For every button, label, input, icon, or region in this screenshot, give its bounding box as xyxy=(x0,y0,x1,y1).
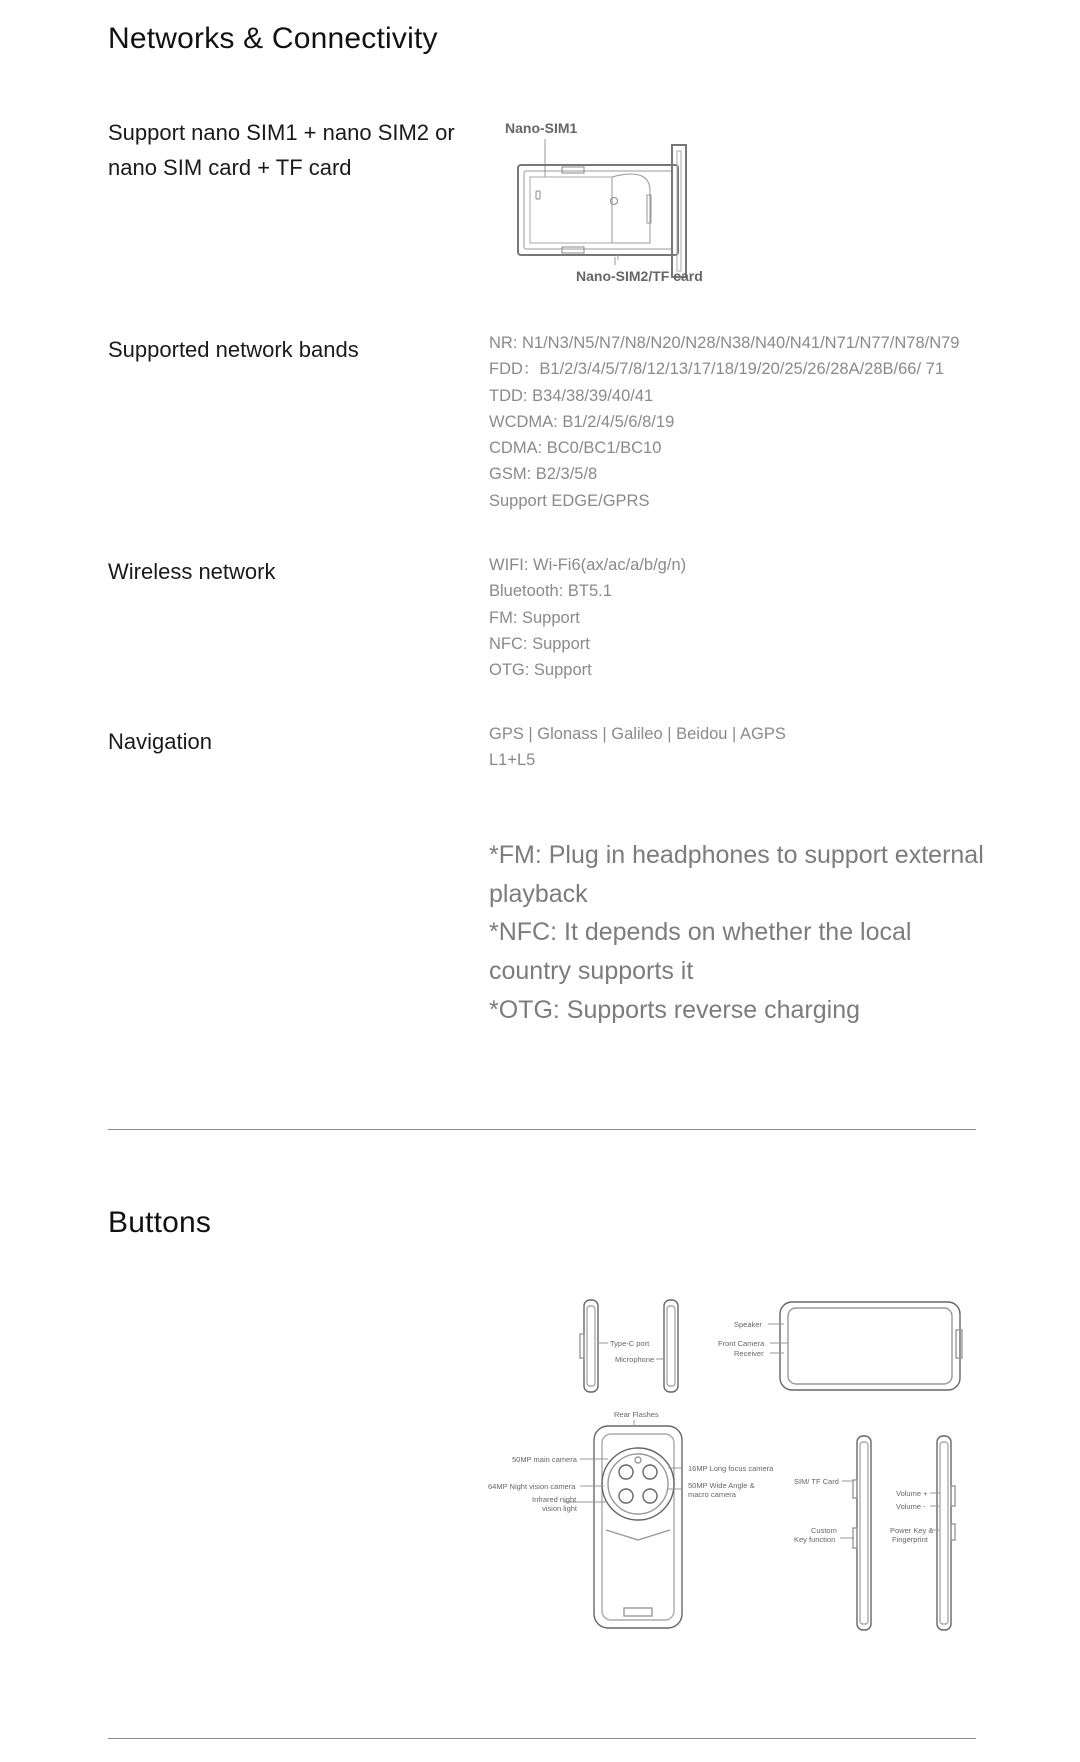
band-line: FDD：B1/2/3/4/5/7/8/12/13/17/18/19/20/25/26/28A/28B/66/ 71 xyxy=(489,360,944,379)
wireless-label: Wireless network xyxy=(108,559,276,584)
section-title-buttons: Buttons xyxy=(108,1206,212,1239)
wireless-line: FM: Support xyxy=(489,608,580,627)
label-power-2: Fingerprint xyxy=(892,1535,928,1544)
band-line: NR: N1/N3/N5/N7/N8/N20/N28/N38/N40/N41/N71/N77/N78/N79 xyxy=(489,334,960,352)
footnote: *NFC: It depends on whether the local country supports it xyxy=(489,918,912,986)
label-wide-2: macro camera xyxy=(688,1490,736,1499)
label-rear-flashes: Rear Flashes xyxy=(614,1410,659,1419)
band-line: CDMA: BC0/BC1/BC10 xyxy=(489,439,662,458)
label-infrared-2: vision light xyxy=(542,1504,578,1513)
footnote: *OTG: Supports reverse charging xyxy=(489,995,860,1024)
section-divider xyxy=(108,1738,976,1739)
label-sim-tf-card: SIM/ TF Card xyxy=(794,1477,839,1486)
footnote: *FM: Plug in headphones to support external playback xyxy=(489,841,984,908)
footnotes xyxy=(489,836,989,1030)
band-line: WCDMA: B1/2/4/5/6/8/19 xyxy=(489,412,675,431)
sim-label-bottom: Nano-SIM2/TF card xyxy=(576,268,703,284)
wireless-line: WIFI: Wi-Fi6(ax/ac/a/b/g/n) xyxy=(489,556,687,574)
label-custom-2: Key function xyxy=(794,1535,836,1544)
label-power-1: Power Key & xyxy=(890,1526,934,1535)
wireless-line: OTG: Support xyxy=(489,661,592,680)
band-line: TDD: B34/38/39/40/41 xyxy=(489,386,654,405)
label-night-vision-camera: 64MP Night vision camera xyxy=(488,1482,576,1491)
label-main-camera: 50MP main camera xyxy=(512,1455,577,1464)
navigation-line: GPS | Glonass | Galileo | Beidou | AGPS xyxy=(489,725,786,743)
label-long-focus: 16MP Long focus camera xyxy=(688,1464,774,1473)
label-type-c-port: Type-C port xyxy=(610,1339,650,1348)
wireless-list xyxy=(489,552,686,683)
section-title-networks: Networks & Connectivity xyxy=(108,22,438,55)
band-line: Support EDGE/GPRS xyxy=(489,491,650,510)
sim-label-top: Nano-SIM1 xyxy=(505,120,578,136)
bands-label: Supported network bands xyxy=(108,337,359,362)
sim-tray-diagram xyxy=(500,115,730,290)
section-divider xyxy=(108,1129,976,1130)
wireless-line: Bluetooth: BT5.1 xyxy=(489,582,612,601)
navigation-label: Navigation xyxy=(108,729,212,754)
bands-list xyxy=(489,330,959,514)
wireless-line: NFC: Support xyxy=(489,634,590,653)
label-microphone: Microphone xyxy=(615,1355,655,1364)
buttons-diagram xyxy=(484,1290,980,1640)
label-speaker: Speaker xyxy=(734,1320,762,1329)
band-line: GSM: B2/3/5/8 xyxy=(489,465,598,484)
sim-support-label: Support nano SIM1 + nano SIM2 or nano SIM card + TF card xyxy=(108,120,455,180)
label-volume-down: Volume - xyxy=(896,1502,926,1511)
label-infrared-1: Infrared night xyxy=(532,1495,577,1504)
navigation-list xyxy=(489,721,786,774)
label-wide-1: 50MP Wide Angle & xyxy=(688,1481,755,1490)
label-custom-1: Custom xyxy=(811,1526,837,1535)
label-receiver: Receiver xyxy=(734,1349,764,1358)
navigation-line: L1+L5 xyxy=(489,751,536,770)
label-front-camera: Front Camera xyxy=(718,1339,765,1348)
label-volume-up: Volume + xyxy=(896,1489,928,1498)
